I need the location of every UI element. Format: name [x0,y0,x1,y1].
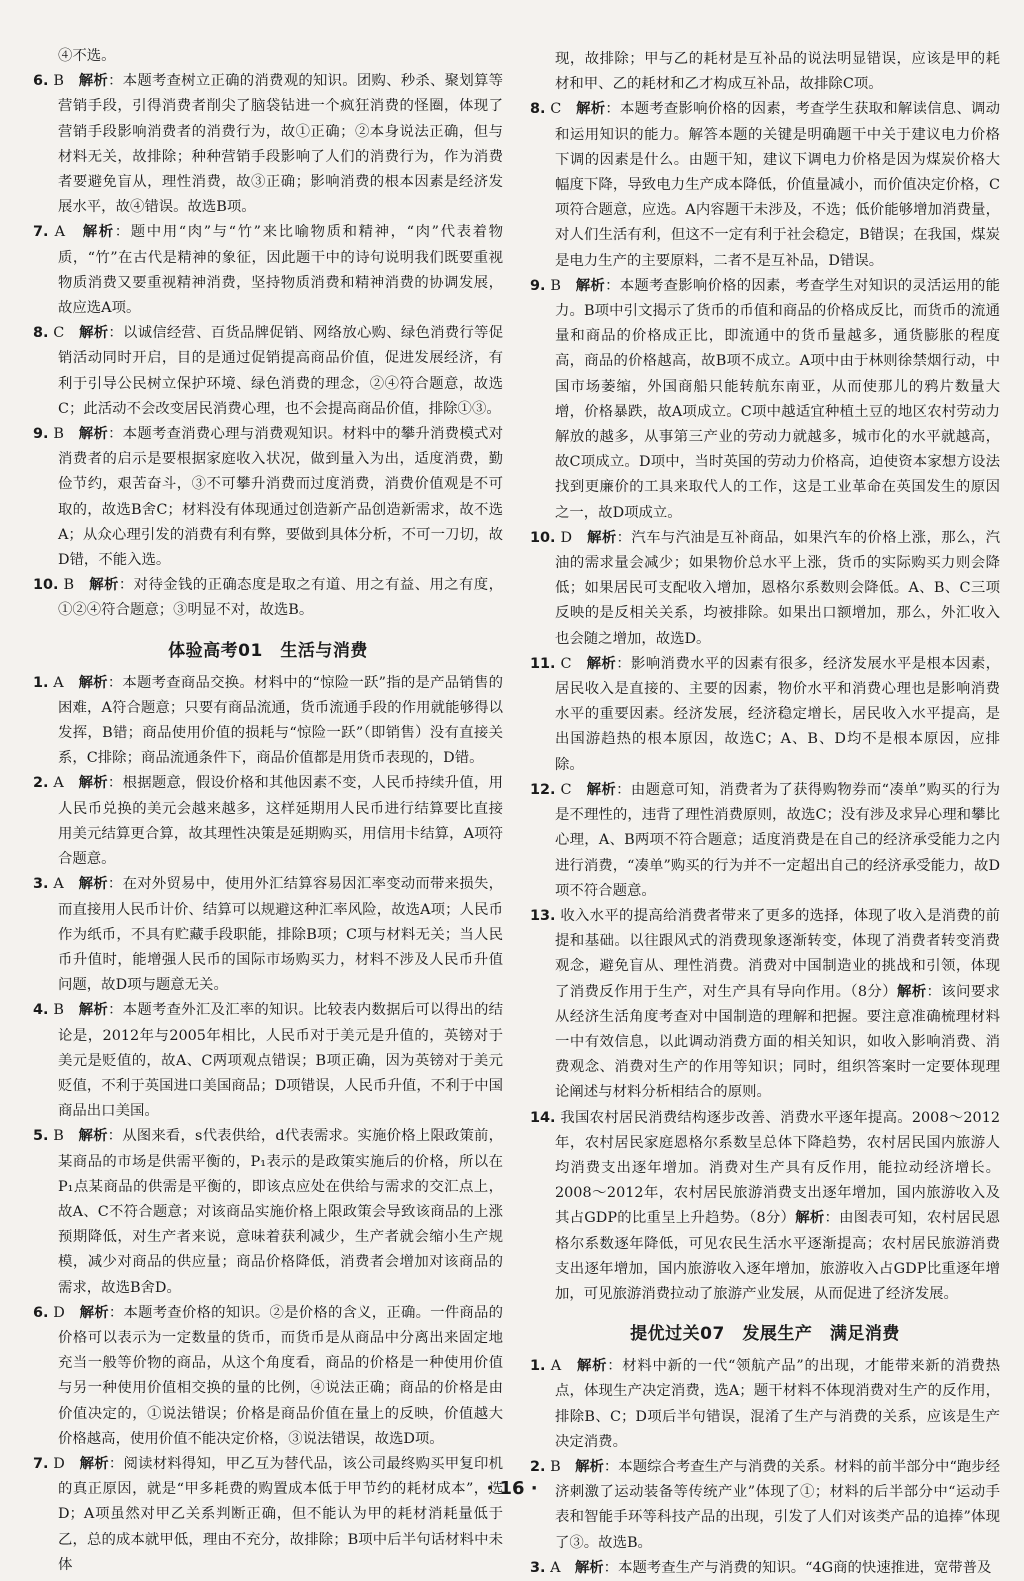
answer-continuation [530,47,1000,97]
item-number: 1. [33,674,49,691]
answer-letter: A [54,224,66,241]
answer-item [33,573,503,623]
answer-item [530,904,1000,1106]
analysis-label: 解析 [78,73,109,90]
item-number: 12. [530,781,556,798]
analysis-label: 解析 [78,1002,109,1019]
answer-text: ：以诚信经营、百货品牌促销、网络放心购、绿色消费行等促销活动同时开启，目的是通过促销提高商品价值，促进发展经济，有利于引导公民树立保护环境、绿色消费的理念，②④符合题意，故选C；此活动不会改变居民消费心理，也不会提高商品价值，排除①③。 [58,325,503,417]
answer-text: ：根据题意，假设价格和其他因素不变，人民币持续升值，用人民币兑换的美元会越来越多，这样延期用人民币进行结算要比直接用美元结算更合算，故其理性决策是延期购买，用信用卡结算，A项符合题意。 [58,775,503,868]
analysis-label: 解析 [896,983,927,1000]
item-number: 9. [33,426,49,443]
item-number: 4. [33,1002,49,1019]
analysis-label: 解析 [586,655,617,672]
answer-text: 收入水平的提高给消费者带来了更多的选择，体现了收入是消费的前提和基础。以往跟风式的消费现象逐渐转变，体现了消费者转变消费观念，避免盲从、理性消费。消费对中国制造业的挑战和引领，体现了消费反作用于生产，对生产具有导向作用。（8分） [555,907,1000,1000]
answer-letter: B [550,1458,561,1475]
analysis-label: 解析 [79,1304,109,1321]
answer-text: ：本题考查生产与消费的知识。“4G商的快速推进，宽带普及 [603,1559,992,1576]
answer-text: ④不选。 [58,48,116,64]
answer-text: ：本题综合考查生产与消费的关系。材料的前半部分中“跑步经济刺激了运动装备等传统产业”体现了①；材料的后半部分中“运动手表和智能手环等科技产品的出现，引发了人们对该类产品的追捧”体现了③。故选B。 [555,1458,1001,1551]
analysis-label: 解析 [78,775,108,792]
analysis-label: 解析 [575,1458,604,1475]
answer-item [33,671,503,772]
answer-item [530,97,1000,273]
answer-item [33,422,503,573]
answer-letter: A [53,775,64,792]
answer-item [530,652,1000,778]
item-number: 6. [33,73,49,90]
page-number: · 16 · [486,1478,538,1499]
answer-item [530,1455,1000,1556]
analysis-label: 解析 [78,426,109,443]
item-number: 13. [530,907,556,924]
answer-item [530,778,1000,904]
answer-letter: C [550,101,562,118]
item-number: 7. [33,1455,49,1472]
answer-text: ：由题意可知，消费者为了获得购物券而“凑单”购买的行为是不理性的，违背了理性消费原则，故选C；没有涉及求异心理和攀比心理，A、B两项不符合题意；适度消费是在自己的经济承受能力之内进行消费，“凑单”购买的行为并不一定超出自己的经济承受能力，故D项不符合题意。 [555,781,1000,899]
analysis-label: 解析 [795,1210,825,1227]
answer-letter: B [53,426,64,443]
analysis-label: 解析 [82,224,115,241]
analysis-label: 解析 [575,277,606,294]
answer-text: ：汽车与汽油是互补商品，如果汽车的价格上涨，那么，汽油的需求量会减少；如果物价总水平上涨，货币的实际购买力则会降低；如果居民可支配收入增加，恩格尔系数则会降低。A、B、C三项反映的是反相关关系，均被排除。如果出口额增加，那么，外汇收入也会随之增加，故选D。 [555,529,1000,647]
answer-text: ：对待金钱的正确态度是取之有道、用之有益、用之有度，①②④符合题意；③明显不对，故选B。 [58,577,503,619]
answer-text: 我国农村居民消费结构逐步改善、消费水平逐年提高。2008～2012年，农村居民家庭恩格尔系数呈总体下降趋势，农村居民国内旅游人均消费支出逐年增加。消费对生产具有反作用，能拉动经济增长。2008～2012年，农村居民旅游消费支出逐年增加，国内旅游收入及其占GDP的比重呈上升趋势。（8分） [555,1109,1001,1227]
analysis-label: 解析 [576,101,606,118]
answer-text: ：本题考查影响价格的因素，考查学生获取和解读信息、调动和运用知识的能力。解答本题的关键是明确题干中关于建议电力价格下调的因素是什么。由题干知，建议下调电力价格是因为煤炭价格大幅度下降，导致电力生产成本降低，价值量减小，而价值决定价格，C项符合题意，应选。A内容题干未涉及，不选；低价能够增加消费量，对人们生活有利，但这不一定有利于社会稳定，B错误；在我国，煤炭是电力生产的主要原料，二者不是互补品，D错误。 [555,101,1000,269]
item-number: 2. [530,1458,546,1475]
answer-text: ：本题考查消费心理与消费观知识。材料中的攀升消费模式对消费者的启示是要根据家庭收入状况，做到量入为出，适度消费，勤俭节约，艰苦奋斗，③不可攀升消费而过度消费，消费价值观是不可取的，故选B舍C；材料没有体现通过创造新产品创造新需求，故不选A；从众心理引发的消费有利有弊，要做到具体分析，不可一刀切，故D错，不能入选。 [58,426,503,569]
item-number: 10. [33,577,59,594]
answer-letter: B [53,73,64,90]
item-number: 1. [530,1358,546,1375]
answer-text: 现，故排除；甲与乙的耗材是互补品的说法明显错误，应该是甲的耗材和甲、乙的耗材和乙才构成互补品，故排除C项。 [555,51,1000,93]
answer-item [530,1106,1000,1308]
answer-text: ：本题考查价格的知识。②是价格的含义，正确。一件商品的价格可以表示为一定数量的货币，而货币是从商品中分离出来固定地充当一般等价物的商品，从这个角度看，商品的价格是一种使用价值与另一种使用价值相交换的量的比例，④说法正确；商品的价格是由价值决定的，①说法错误；价格是商品价值在量上的反映，价值越大价格越高，使用价值不能决定价格，③说法错误，故选D项。 [58,1304,503,1447]
answer-letter: C [53,325,65,342]
item-number: 3. [33,876,49,893]
answer-item [530,1556,1000,1581]
answer-item [33,872,503,998]
answer-item [33,321,503,422]
answer-text: ：本题考查树立正确的消费观的知识。团购、秒杀、聚划算等营销手段，引得消费者削尖了脑袋钻进一个疯狂消费的怪圈，体现了营销手段影响消费者的消费行为，故①正确；②本身说法正确，但与材料无关，故排除；种种营销手段影响了人们的消费行为，作为消费者要避免盲从，理性消费，故③正确；影响消费的根本因素是经济发展水平，故④错误。故选B项。 [58,73,503,216]
item-number: 14. [530,1109,556,1126]
analysis-label: 解析 [89,577,119,594]
answer-letter: A [550,1559,561,1576]
answer-text: ：在对外贸易中，使用外汇结算容易因汇率变动而带来损失，而直接用人民币计价、结算可以规避这种汇率风险，故选A项；人民币作为纸币，不具有贮藏手段职能，排除B项；C项与材料无关；当人民币升值时，能增强人民币的国际市场购买力，材料不涉及人民币升值问题，故D项与题意无关。 [58,876,503,994]
answer-item [33,998,503,1124]
item-number: 10. [530,529,556,546]
item-number: 3. [530,1559,546,1576]
answer-letter: B [550,277,561,294]
answer-item [33,1301,503,1452]
answer-text: ：题中用“肉”与“竹”来比喻物质和精神，“肉”代表着物质，“竹”在古代是精神的象征，因此题干中的诗句说明我们既要重视物质消费又要重视精神消费，坚持物质消费和精神消费的协调发展，故应选A项。 [58,224,503,317]
answer-text: ：材料中新的一代“领航产品”的出现，才能带来新的消费热点，体现生产决定消费，选A；题干材料不体现消费对生产的反作用，排除B、C；D项后半句错误，混淆了生产与消费的关系，应该是生产决定消费。 [555,1358,1000,1450]
analysis-label: 解析 [78,1128,108,1145]
answer-text: ：该问要求从经济生活角度考查对中国制造的理解和把握。要注意准确梳理材料一中有效信息，以此调动消费方面的相关知识，如收入影响消费、消费观念、消费对生产的作用等知识；同时，组织答案时一定要体现理论阐述与材料分析相结合的原则。 [555,983,1000,1101]
item-number: 11. [530,655,556,672]
item-number: 5. [33,1128,49,1145]
answer-text: ：阅读材料得知，甲乙互为替代品，该公司最终购买甲复印机的真正原因，就是“甲多耗费的购置成本低于甲节约的耗材成本”，选D；A项虽然对甲乙关系判断正确，但不能认为甲的耗材消耗量低于乙，总的成本就甲低，理由不充分，故排除；B项中后半句话材料中未体 [58,1455,503,1573]
answer-letter: C [560,655,572,672]
answer-letter: B [53,1002,64,1019]
answer-item [530,526,1000,652]
answer-text: ：从图来看，s代表供给，d代表需求。实施价格上限政策前，某商品的市场是供需平衡的，P₁表示的是政策实施后的价格，所以在P₁点某商品的供需是平衡的，即该点应处在供给与需求的交汇点上，故A、C不符合题意；对该商品实施价格上限政策会导致该商品的上涨预期降低，对生产者来说，意味着获利减少，生产者就会缩小生产规模，减少对商品的供应量；商品价格降低，消费者会增加对该商品的需求，故选B舍D。 [58,1128,503,1296]
item-number: 2. [33,775,49,792]
answer-item [33,771,503,872]
answer-letter: D [53,1455,65,1472]
answer-item [530,274,1000,526]
answer-text: ：本题考查外汇及汇率的知识。比较表内数据后可以得出的结论是，2012年与2005年相比，人民币对于美元是升值的，英镑对于美元是贬值的，故A、C两项观点错误；B项正确，因为英镑对于美元贬值，不利于英国进口美国商品；D项错误，人民币升值，不利于中国商品出口美国。 [58,1002,503,1120]
item-number: 9. [530,277,546,294]
answer-letter: C [560,781,572,798]
analysis-label: 解析 [78,876,108,893]
answer-letter: A [550,1358,562,1375]
answer-text: ：由图表可知，农村居民恩格尔系数逐年降低，可见农民生活水平逐渐提高；农村居民旅游消费支出逐年增加，国内旅游收入逐年增加，旅游收入占GDP比重逐年增加，可见旅游消费拉动了旅游产业发展，从而促进了经济发展。 [555,1210,1000,1302]
analysis-label: 解析 [586,781,617,798]
answer-letter: B [63,577,75,594]
answer-item [530,1354,1000,1455]
item-number: 6. [33,1304,49,1321]
answer-text: ：本题考查影响价格的因素，考查学生对知识的灵活运用的能力。B项中引文揭示了货币的币值和商品的价格成反比，而货币的流通量和商品的价格成正比，即流通中的货币量越多，通货膨胀的程度高，商品的价格越高，故B项不成立。A项中由于林则徐禁烟行动，中国市场萎缩，外国商船只能转航东南亚，从而使那儿的鸦片数量大增，价格暴跌，故A项成立。C项中越适宜种植土豆的地区农村劳动力解放的越多，从事第三产业的劳动力就越多，城市化的水平就越高，故C项成立。D项中，当时英国的劳动力价格高，迫使资本家想方设法找到更廉价的工具来取代人的工作，这是工业革命在英国发生的原因之一，故D项成立。 [555,277,1000,521]
answer-item [33,1452,503,1578]
analysis-label: 解析 [78,674,108,691]
item-number: 8. [530,101,546,118]
right-column [530,47,1000,1581]
item-number: 7. [33,224,49,241]
answer-item [33,69,503,220]
item-number: 8. [33,325,49,342]
answer-item [33,1124,503,1300]
answer-letter: A [53,674,64,691]
answer-letter: B [53,1128,64,1145]
section-title: 提优过关07 发展生产 满足消费 [630,1324,900,1345]
analysis-label: 解析 [574,1559,604,1576]
answer-item [33,220,503,321]
analysis-label: 解析 [576,1358,608,1375]
analysis-label: 解析 [587,529,617,546]
answer-continuation [33,44,503,69]
answer-letter: D [560,529,572,546]
answer-letter: D [53,1304,65,1321]
answer-text: ：影响消费水平的因素有很多，经济发展水平是根本因素，居民收入是直接的、主要的因素，物价水平和消费心理也是影响消费水平的重要因素。经济发展，经济稳定增长，居民收入水平提高，是出国游趋热的根本原因，故选C；A、B、D均不是根本原因，应排除。 [555,655,1000,773]
analysis-label: 解析 [79,1455,109,1472]
section-title: 体验高考01 生活与消费 [168,640,368,661]
answer-text: ：本题考查商品交换。材料中的“惊险一跃”指的是产品销售的困难，A符合题意；只要有商品流通，货币流通手段的作用就能够得以发挥，B错；商品使用价值的损耗与“惊险一跃”（即销售）没有直接关系，C排除；商品流通条件下，商品价值都是用货币表现的，D错。 [58,674,503,767]
left-column [33,44,503,1578]
answer-letter: A [53,876,64,893]
analysis-label: 解析 [79,325,109,342]
